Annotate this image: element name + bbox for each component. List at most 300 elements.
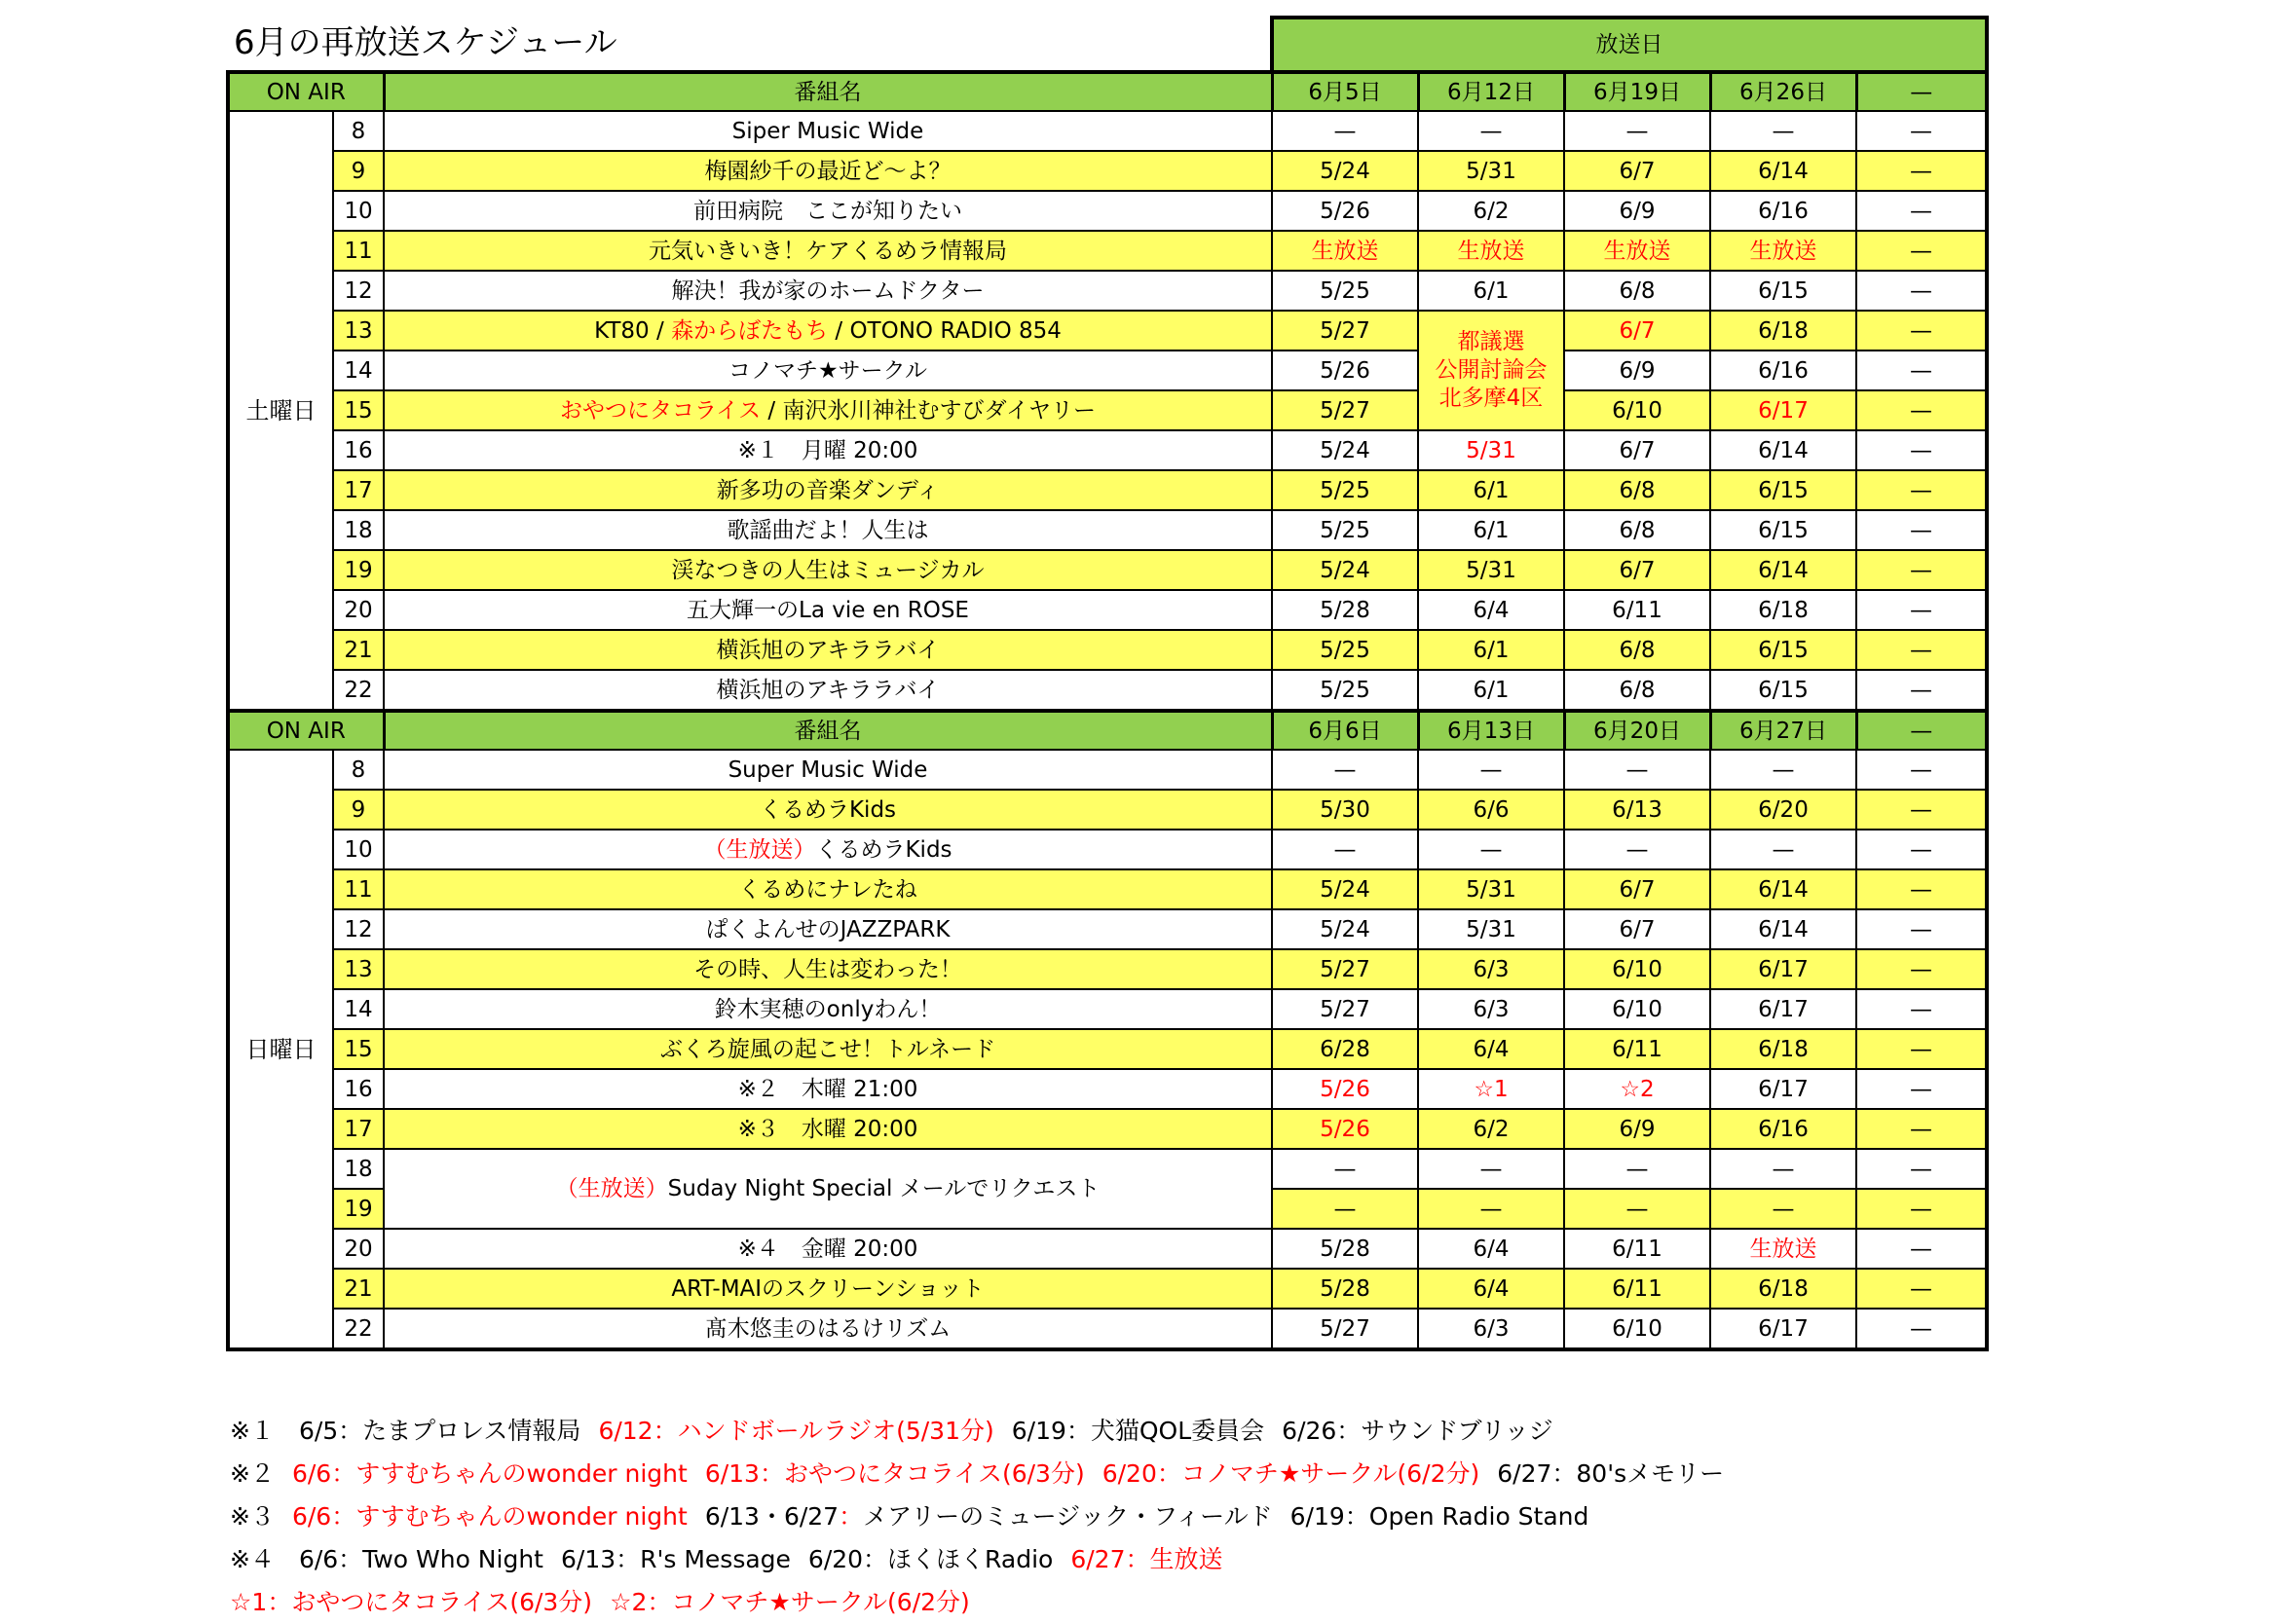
- date-cell: —: [1856, 390, 1987, 430]
- sat-day-label: 土曜日: [228, 111, 333, 711]
- date-cell: 5/31: [1418, 151, 1564, 191]
- date-cell: —: [1710, 830, 1856, 869]
- hour-cell: 19: [333, 1189, 384, 1229]
- program-title: Siper Music Wide: [731, 118, 924, 144]
- broadcast-day-header: 放送日: [1272, 18, 1987, 72]
- date-cell: —: [1856, 830, 1987, 869]
- date-cell: —: [1856, 550, 1987, 590]
- date-cell: 6/15: [1710, 271, 1856, 311]
- date-cell: —: [1856, 750, 1987, 790]
- date-cell: 6/3: [1418, 1309, 1564, 1349]
- table-row: [228, 989, 1987, 1029]
- date-cell: —: [1564, 750, 1710, 790]
- program-title: ※１ 月曜 20:00: [737, 437, 918, 463]
- hour-cell: 20: [333, 590, 384, 630]
- program-name: [384, 271, 1272, 311]
- date-cell: 6/1: [1418, 470, 1564, 510]
- date-cell: 6/10: [1564, 1309, 1710, 1349]
- hour-cell: 14: [333, 351, 384, 390]
- date-cell: 6/18: [1710, 311, 1856, 351]
- hour-cell: 8: [333, 111, 384, 151]
- program-title: ぶくろ旋風の起こせ！トルネード: [659, 1036, 996, 1062]
- table-row: [228, 231, 1987, 271]
- date-cell: 6/17: [1710, 390, 1856, 430]
- date-cell: 6/1: [1418, 630, 1564, 670]
- date-cell: —: [1856, 271, 1987, 311]
- date-cell: —: [1856, 151, 1987, 191]
- footnote-segment: 6/20：コノマチ★サークル(6/2分): [1102, 1459, 1480, 1488]
- hour-cell: 11: [333, 231, 384, 271]
- table-row: [228, 1309, 1987, 1349]
- date-cell: —: [1710, 750, 1856, 790]
- date-cell: 5/25: [1272, 470, 1418, 510]
- program-title: くるめにナレたね: [738, 876, 917, 903]
- date-cell: 6/8: [1564, 271, 1710, 311]
- date-cell: —: [1272, 830, 1418, 869]
- date-cell: 5/27: [1272, 390, 1418, 430]
- hour-cell: 15: [333, 390, 384, 430]
- table-row: [228, 1229, 1987, 1269]
- footnote-segment: ※２: [230, 1459, 275, 1488]
- date-cell: 6/14: [1710, 550, 1856, 590]
- program-title: 前田病院 ここが知りたい: [693, 198, 962, 224]
- date-cell: 6/14: [1710, 869, 1856, 909]
- date-cell: 5/24: [1272, 151, 1418, 191]
- hour-cell: 10: [333, 830, 384, 869]
- program-name: [384, 590, 1272, 630]
- program-title: 横浜旭のアキララバイ: [716, 677, 940, 703]
- hour-cell: 12: [333, 909, 384, 949]
- program-title: 元気いきいき！ケアくるめラ情報局: [649, 238, 1007, 264]
- date-cell: —: [1856, 470, 1987, 510]
- program-title: その時、人生は変わった！: [693, 956, 962, 982]
- footnote-line: [230, 1453, 1724, 1495]
- sat-date-header-4: 6月26日: [1710, 72, 1856, 111]
- table-row: [228, 1149, 1987, 1189]
- table-row: [228, 630, 1987, 670]
- program-part: /: [761, 397, 783, 424]
- date-cell: —: [1856, 869, 1987, 909]
- date-cell: 6/16: [1710, 191, 1856, 231]
- sun-day-label: 日曜日: [228, 750, 333, 1349]
- program-name: [384, 1149, 1272, 1229]
- date-cell: 6/13: [1564, 790, 1710, 830]
- hour-cell: 11: [333, 869, 384, 909]
- date-cell: 5/31: [1418, 909, 1564, 949]
- hour-cell: 9: [333, 790, 384, 830]
- schedule-table: [226, 16, 1989, 1351]
- hour-cell: 14: [333, 989, 384, 1029]
- date-cell: 6/15: [1710, 630, 1856, 670]
- table-row: [228, 1109, 1987, 1149]
- program-title: くるめラKids: [815, 836, 952, 863]
- program-name: [384, 231, 1272, 271]
- date-cell: 6/18: [1710, 590, 1856, 630]
- footnote-segment: ※１ 6/5：たまプロレス情報局: [230, 1417, 581, 1445]
- program-title: ART-MAIのスクリーンショット: [671, 1275, 985, 1302]
- date-cell: 5/28: [1272, 1269, 1418, 1309]
- date-cell: 6/17: [1710, 1309, 1856, 1349]
- program-name: [384, 191, 1272, 231]
- date-cell: 5/28: [1272, 1229, 1418, 1269]
- date-cell: —: [1856, 191, 1987, 231]
- hour-cell: 20: [333, 1229, 384, 1269]
- program-title: 歌謡曲だよ！人生は: [727, 517, 929, 543]
- date-cell: —: [1418, 1189, 1564, 1229]
- date-cell: 5/25: [1272, 510, 1418, 550]
- program-name: [384, 510, 1272, 550]
- page-title: 6月の再放送スケジュール: [234, 23, 617, 62]
- date-cell: 6/15: [1710, 470, 1856, 510]
- date-cell: —: [1856, 1149, 1987, 1189]
- program-title: ぱくよんせのJAZZPARK: [705, 916, 951, 942]
- program-title: 梅園紗千の最近ど～よ？: [704, 158, 952, 184]
- date-cell: 6/14: [1710, 151, 1856, 191]
- program-name: [384, 630, 1272, 670]
- date-cell: 5/24: [1272, 550, 1418, 590]
- date-cell: 6/8: [1564, 510, 1710, 550]
- date-cell: 6/15: [1710, 510, 1856, 550]
- date-cell: —: [1856, 909, 1987, 949]
- footnote-segment: 6/6：すすむちゃんのwonder night: [291, 1459, 688, 1488]
- program-name: [384, 151, 1272, 191]
- date-cell: 5/28: [1272, 590, 1418, 630]
- program-name: [384, 869, 1272, 909]
- footnote-line: [230, 1581, 1724, 1624]
- date-cell: —: [1856, 670, 1987, 711]
- date-cell: 6/1: [1418, 670, 1564, 711]
- date-cell: —: [1856, 630, 1987, 670]
- sun-date-header-3: 6月20日: [1564, 711, 1710, 750]
- table-row: [228, 1029, 1987, 1069]
- table-row: [228, 430, 1987, 470]
- date-cell: 6/16: [1710, 351, 1856, 390]
- footnote-segment: 6/19：犬猫QOL委員会: [1011, 1417, 1265, 1445]
- footnote-segment: ☆1：おやつにタコライス(6/3分): [230, 1588, 593, 1616]
- date-cell: —: [1856, 351, 1987, 390]
- program-title: ※４ 金曜 20:00: [737, 1236, 918, 1262]
- date-cell: 5/26: [1272, 1109, 1418, 1149]
- date-cell: 6/11: [1564, 590, 1710, 630]
- date-cell: 6/3: [1418, 949, 1564, 989]
- program-name: [384, 1029, 1272, 1069]
- program-part: おやつにタコライス: [559, 397, 762, 424]
- date-cell: —: [1856, 430, 1987, 470]
- footnote-segment: 6/12：ハンドボールラジオ(5/31分): [598, 1417, 994, 1445]
- date-cell: 6/8: [1564, 670, 1710, 711]
- date-cell: —: [1272, 1189, 1418, 1229]
- table-row: [228, 750, 1987, 790]
- date-cell: —: [1856, 989, 1987, 1029]
- footnote-segment: 6/13：おやつにタコライス(6/3分): [704, 1459, 1085, 1488]
- table-row: [228, 111, 1987, 151]
- sun-date-header-2: 6月13日: [1418, 711, 1564, 750]
- program-title: Super Music Wide: [728, 757, 928, 783]
- date-cell: 6/11: [1564, 1269, 1710, 1309]
- footnote-segment: 6/13：R's Message: [560, 1545, 791, 1573]
- program-name: [384, 311, 1272, 351]
- footnote-segment: ※３: [230, 1502, 275, 1531]
- program-title: ※２ 木曜 21:00: [737, 1076, 918, 1102]
- table-row: [228, 550, 1987, 590]
- hour-cell: 12: [333, 271, 384, 311]
- date-cell: —: [1272, 750, 1418, 790]
- program-part: OTONO RADIO 854: [849, 317, 1062, 344]
- date-cell: 生放送: [1418, 231, 1564, 271]
- date-cell: 5/24: [1272, 909, 1418, 949]
- date-cell: 5/27: [1272, 1309, 1418, 1349]
- date-cell: —: [1856, 311, 1987, 351]
- program-name: [384, 470, 1272, 510]
- table-row: [228, 510, 1987, 550]
- date-cell: 5/26: [1272, 1069, 1418, 1109]
- program-title: 解決！我が家のホームドクター: [671, 277, 985, 304]
- header-spacer: [228, 18, 1272, 72]
- hour-cell: 13: [333, 311, 384, 351]
- footnote-segment: 6/6：すすむちゃんのwonder night: [291, 1502, 688, 1531]
- date-cell: 6/8: [1564, 470, 1710, 510]
- table-row: [228, 909, 1987, 949]
- hour-cell: 18: [333, 510, 384, 550]
- date-cell: 5/31: [1418, 869, 1564, 909]
- date-cell: 5/26: [1272, 351, 1418, 390]
- date-cell: 5/25: [1272, 630, 1418, 670]
- sat-date-header-2: 6月12日: [1418, 72, 1564, 111]
- footnote-segment: ☆2：コノマチ★サークル(6/2分): [610, 1588, 970, 1616]
- program-part: 森からぼたもち: [671, 317, 829, 344]
- hour-cell: 21: [333, 1269, 384, 1309]
- date-cell: 5/25: [1272, 670, 1418, 711]
- table-row: [228, 271, 1987, 311]
- sat-date-header-1: 6月5日: [1272, 72, 1418, 111]
- program-name: [384, 430, 1272, 470]
- date-cell: 6/4: [1418, 590, 1564, 630]
- table-row: [228, 151, 1987, 191]
- program-part: /: [828, 317, 850, 344]
- table-row: [228, 790, 1987, 830]
- date-cell: —: [1564, 111, 1710, 151]
- program-part: /: [649, 317, 672, 344]
- date-cell: 6/16: [1710, 1109, 1856, 1149]
- program-title: Suday Night Special メールでリクエスト: [667, 1176, 1101, 1201]
- program-name: [384, 390, 1272, 430]
- date-cell: —: [1564, 1189, 1710, 1229]
- program-title: ※３ 水曜 20:00: [737, 1116, 918, 1142]
- date-cell: 6/3: [1418, 989, 1564, 1029]
- date-cell: 6/11: [1564, 1029, 1710, 1069]
- program-title: くるめラKids: [759, 796, 897, 823]
- table-row: [228, 1269, 1987, 1309]
- hour-cell: 19: [333, 550, 384, 590]
- date-cell: —: [1710, 111, 1856, 151]
- program-name: [384, 750, 1272, 790]
- hour-cell: 17: [333, 1109, 384, 1149]
- program-name: [384, 1069, 1272, 1109]
- date-cell: 6/18: [1710, 1269, 1856, 1309]
- table-row: [228, 949, 1987, 989]
- date-cell: 6/17: [1710, 949, 1856, 989]
- date-cell: 6/7: [1564, 869, 1710, 909]
- date-cell: 6/9: [1564, 191, 1710, 231]
- program-name: [384, 670, 1272, 711]
- date-cell: —: [1856, 1189, 1987, 1229]
- footnote-segment: ※４ 6/6：Two Who Night: [230, 1545, 543, 1573]
- date-cell: 6/17: [1710, 1069, 1856, 1109]
- hour-cell: 10: [333, 191, 384, 231]
- date-cell: —: [1272, 111, 1418, 151]
- date-cell: 6/14: [1710, 430, 1856, 470]
- date-cell: 6/14: [1710, 909, 1856, 949]
- date-cell: 6/1: [1418, 271, 1564, 311]
- date-cell: —: [1710, 1189, 1856, 1229]
- date-cell: 生放送: [1564, 231, 1710, 271]
- table-row: [228, 470, 1987, 510]
- footnote-line: [230, 1495, 1724, 1538]
- sat-date-header-5: —: [1856, 72, 1987, 111]
- date-cell: 6/10: [1564, 390, 1710, 430]
- footnote-segment: ：: [839, 1502, 864, 1531]
- program-name: [384, 1309, 1272, 1349]
- footnote-segment: 6/27：生放送: [1070, 1545, 1223, 1573]
- table-row: [228, 390, 1987, 430]
- date-cell: 6/20: [1710, 790, 1856, 830]
- hour-cell: 17: [333, 470, 384, 510]
- footnote-segment: 6/19：Open Radio Stand: [1289, 1502, 1589, 1531]
- hour-cell: 15: [333, 1029, 384, 1069]
- date-cell: 5/31: [1418, 550, 1564, 590]
- date-cell: 6/6: [1418, 790, 1564, 830]
- table-row: [228, 1069, 1987, 1109]
- date-cell: 6/8: [1564, 630, 1710, 670]
- date-cell: —: [1272, 1149, 1418, 1189]
- date-cell: 6/2: [1418, 191, 1564, 231]
- date-cell: —: [1564, 1149, 1710, 1189]
- date-cell: —: [1856, 510, 1987, 550]
- program-part: 南沢氷川神社むすびダイヤリー: [782, 397, 1096, 424]
- sun-date-header-5: —: [1856, 711, 1987, 750]
- table-row: [228, 670, 1987, 711]
- program-title: 髙木悠圭のはるけリズム: [704, 1315, 952, 1342]
- hour-cell: 9: [333, 151, 384, 191]
- table-row: [228, 311, 1987, 351]
- program-title: コノマチ★サークル: [728, 357, 927, 384]
- date-cell: 6/1: [1418, 510, 1564, 550]
- date-cell: —: [1856, 1109, 1987, 1149]
- program-name: [384, 909, 1272, 949]
- date-cell: —: [1856, 790, 1987, 830]
- date-cell: 5/27: [1272, 311, 1418, 351]
- date-cell: 生放送: [1710, 1229, 1856, 1269]
- sat-onair-header: ON AIR: [228, 72, 384, 111]
- date-cell: 6/11: [1564, 1229, 1710, 1269]
- program-name: [384, 830, 1272, 869]
- date-cell: —: [1856, 1269, 1987, 1309]
- footnote-segment: 6/27：80'sメモリー: [1497, 1459, 1725, 1488]
- hour-cell: 13: [333, 949, 384, 989]
- date-cell: 6/4: [1418, 1269, 1564, 1309]
- date-cell: 6/7: [1564, 151, 1710, 191]
- sat-date-header-3: 6月19日: [1564, 72, 1710, 111]
- date-cell: 5/27: [1272, 989, 1418, 1029]
- program-name: [384, 1109, 1272, 1149]
- program-title: 鈴木実穂のonlyわん！: [714, 996, 942, 1022]
- hour-cell: 8: [333, 750, 384, 790]
- live-tag: （生放送）: [703, 836, 816, 863]
- date-cell: 5/24: [1272, 869, 1418, 909]
- sun-program-header: 番組名: [384, 711, 1272, 750]
- table-row: [228, 590, 1987, 630]
- table-row: [228, 869, 1987, 909]
- program-title: 横浜旭のアキララバイ: [716, 637, 940, 663]
- table-row: [228, 830, 1987, 869]
- program-name: [384, 989, 1272, 1029]
- date-cell: —: [1856, 231, 1987, 271]
- date-cell: —: [1856, 949, 1987, 989]
- date-cell: —: [1418, 750, 1564, 790]
- date-cell: —: [1564, 830, 1710, 869]
- program-name: [384, 949, 1272, 989]
- date-cell: ☆2: [1564, 1069, 1710, 1109]
- date-cell: 6/7: [1564, 550, 1710, 590]
- table-row: [228, 351, 1987, 390]
- hour-cell: 16: [333, 1069, 384, 1109]
- sat-program-header: 番組名: [384, 72, 1272, 111]
- footnote-segment: メアリーのミュージック・フィールド: [863, 1502, 1273, 1531]
- sun-onair-header: ON AIR: [228, 711, 384, 750]
- live-tag: （生放送）: [555, 1176, 668, 1201]
- date-cell: 生放送: [1710, 231, 1856, 271]
- hour-cell: 18: [333, 1149, 384, 1189]
- hour-cell: 22: [333, 1309, 384, 1349]
- date-cell: —: [1856, 1309, 1987, 1349]
- hour-cell: 21: [333, 630, 384, 670]
- footnote-line: [230, 1410, 1724, 1453]
- date-cell: —: [1710, 1149, 1856, 1189]
- program-name: [384, 111, 1272, 151]
- date-cell: 6/2: [1418, 1109, 1564, 1149]
- date-cell: 6/4: [1418, 1029, 1564, 1069]
- footnote-segment: 6/20：ほくほくRadio: [807, 1545, 1054, 1573]
- footnote-segment: 6/13・6/27: [704, 1502, 840, 1531]
- footnote-segment: 6/26：サウンドブリッジ: [1282, 1417, 1553, 1445]
- date-cell: 6/9: [1564, 1109, 1710, 1149]
- date-cell: 6/7: [1564, 909, 1710, 949]
- date-cell: 生放送: [1272, 231, 1418, 271]
- hour-cell: 16: [333, 430, 384, 470]
- program-name: [384, 1229, 1272, 1269]
- date-cell: 5/24: [1272, 430, 1418, 470]
- date-cell: —: [1418, 111, 1564, 151]
- date-cell: 6/10: [1564, 949, 1710, 989]
- program-title: 五大輝一のLa vie en ROSE: [687, 597, 969, 623]
- date-cell: 6/17: [1710, 989, 1856, 1029]
- date-cell: ☆1: [1418, 1069, 1564, 1109]
- date-cell: 6/15: [1710, 670, 1856, 711]
- date-cell: 6/18: [1710, 1029, 1856, 1069]
- program-title: 新多功の音楽ダンディ: [716, 477, 940, 503]
- sun-date-header-4: 6月27日: [1710, 711, 1856, 750]
- program-part: KT80: [594, 317, 650, 344]
- table-row: [228, 191, 1987, 231]
- hour-cell: 22: [333, 670, 384, 711]
- program-name: [384, 550, 1272, 590]
- date-cell: 6/7: [1564, 311, 1710, 351]
- program-title: 渓なつきの人生はミュージカル: [671, 557, 985, 583]
- footnotes: [230, 1410, 1724, 1624]
- special-event-cell: 都議選 公開討論会 北多摩4区: [1418, 311, 1564, 430]
- date-cell: 6/28: [1272, 1029, 1418, 1069]
- date-cell: 5/30: [1272, 790, 1418, 830]
